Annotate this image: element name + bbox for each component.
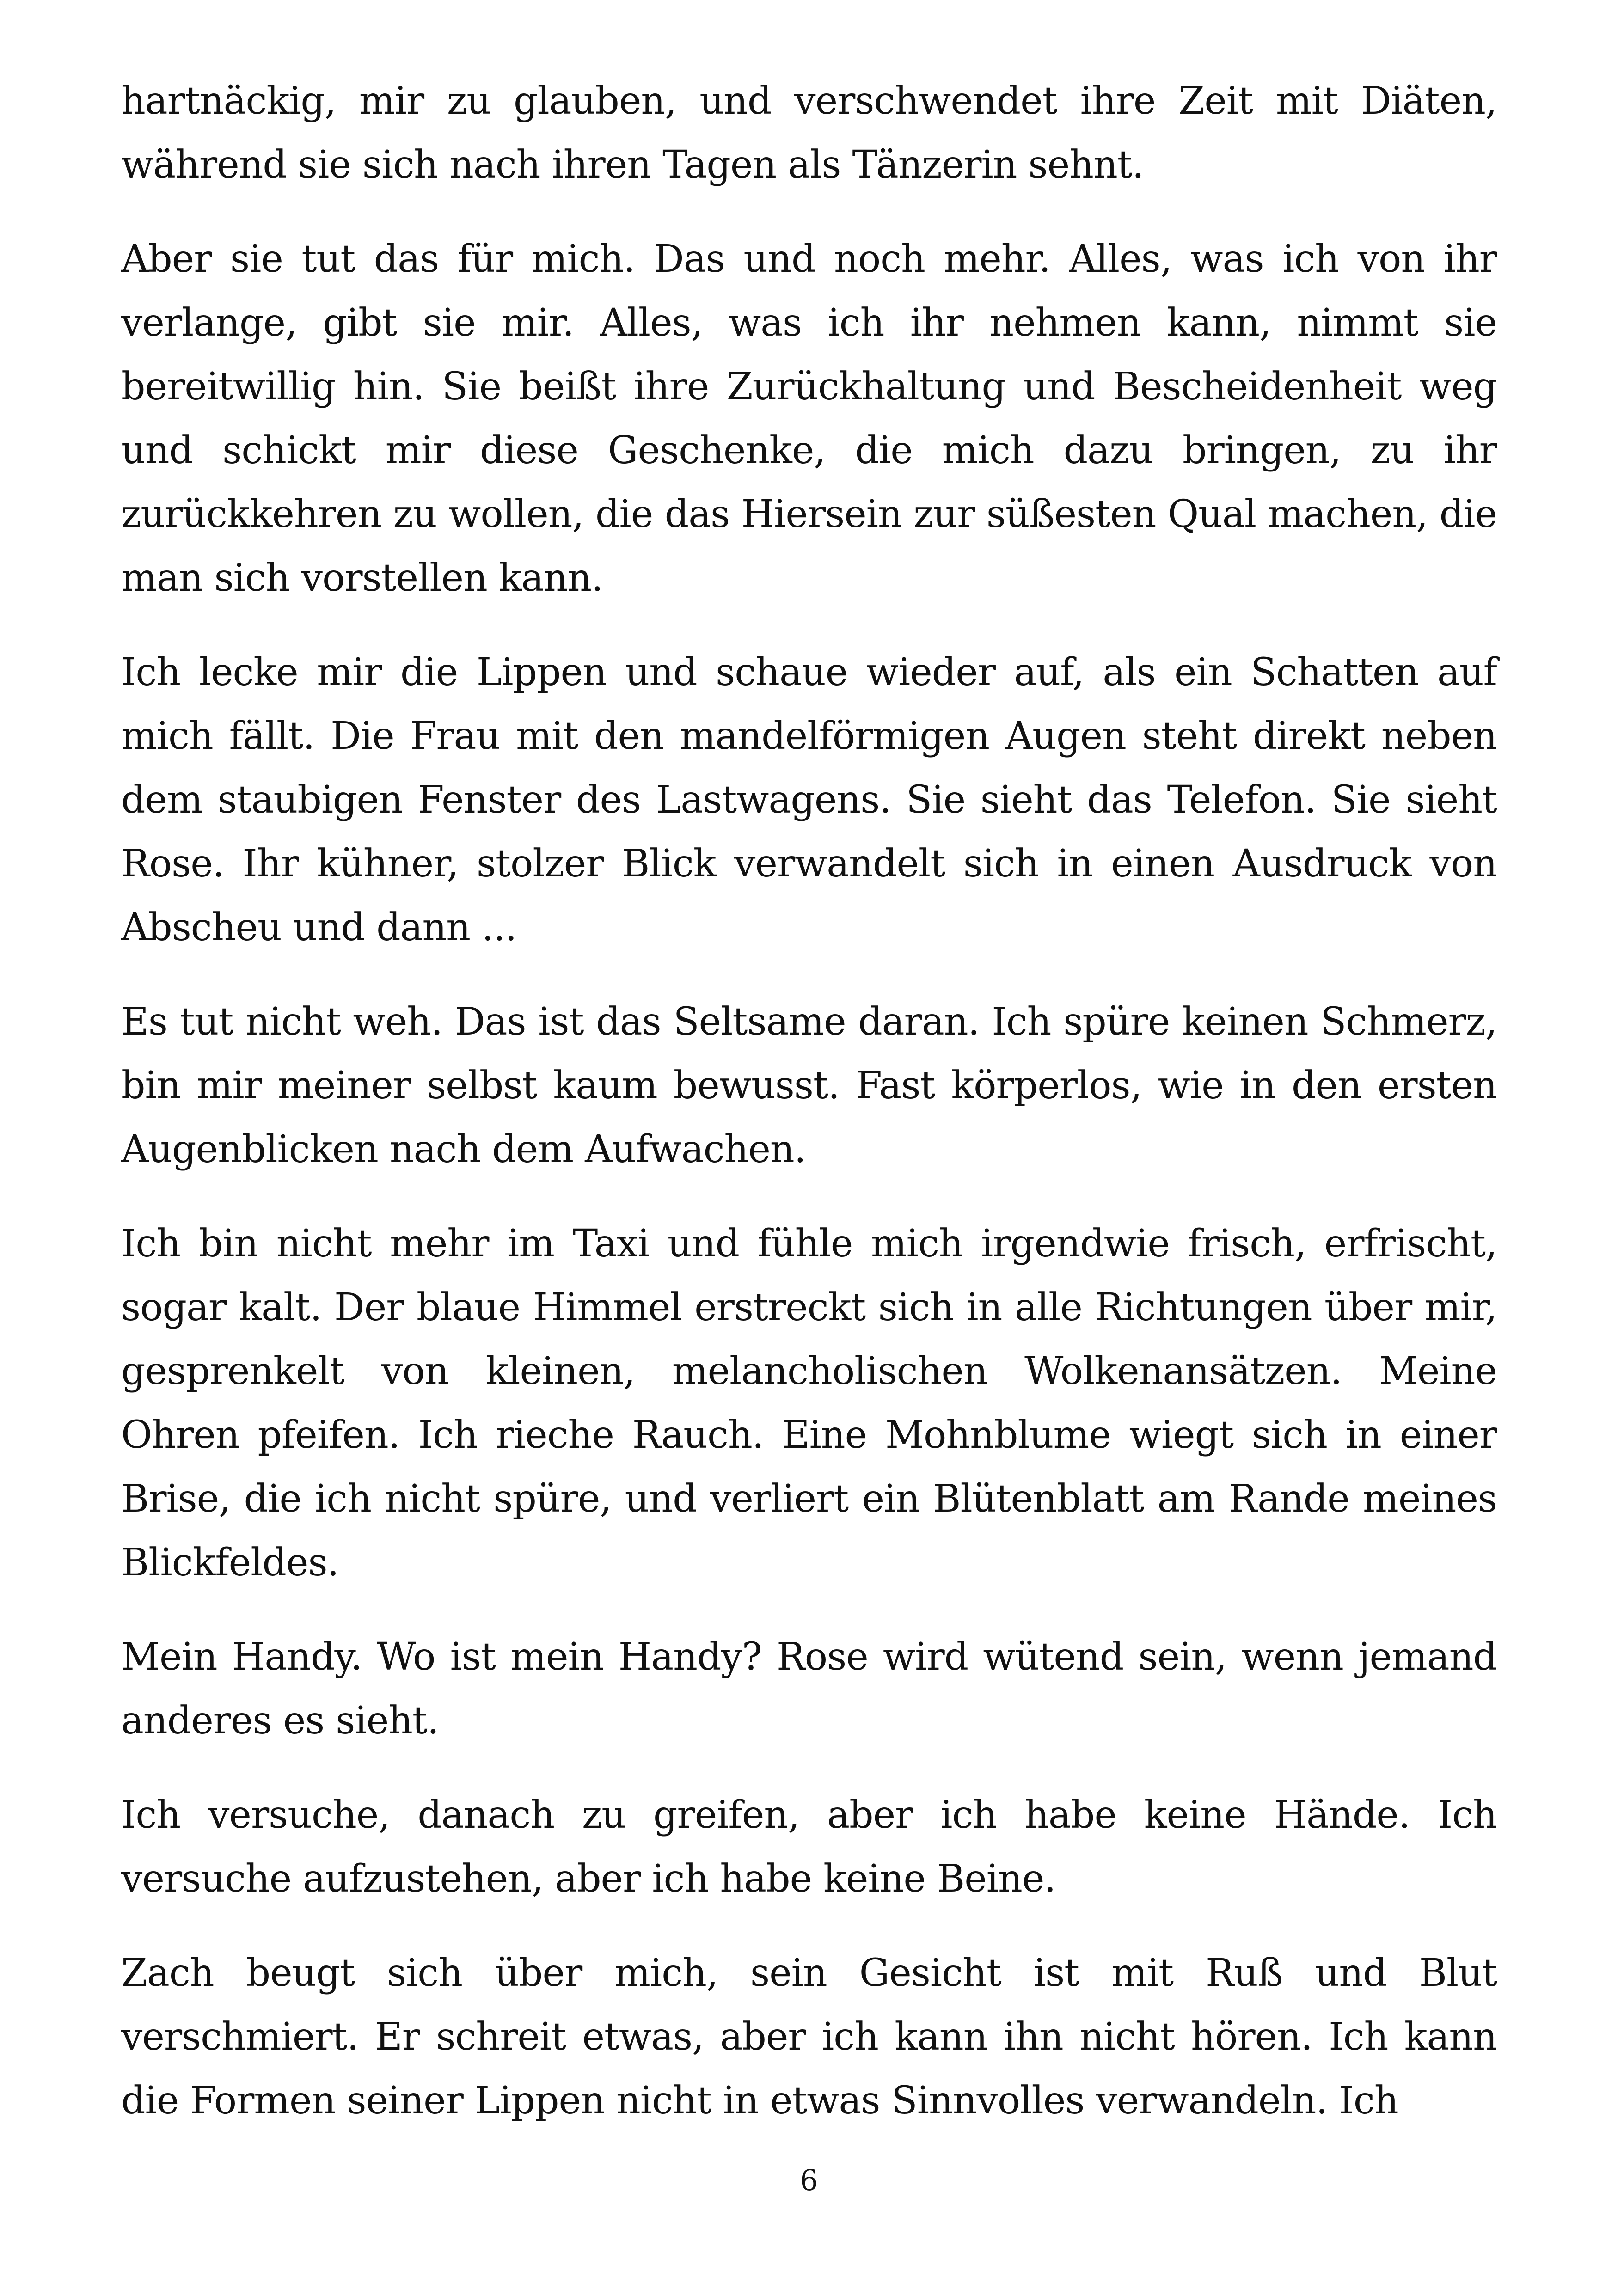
paragraph: Ich bin nicht mehr im Taxi und fühle mich irgendwie frisch, erfrischt, sogar kalt. Der blaue Himmel erstreckt sich in alle Richtungen über mir, gesprenkelt von kleinen, melancholischen Wolkenansätzen. Meine Ohren pfeifen. Ich rieche Rauch. Eine Mohnblume wiegt sich in einer Brise, die ich nicht spüre, und verliert ein Blütenblatt am Rande meines Blickfeldes. [121, 1222, 1497, 1585]
body-text [121, 69, 1497, 2163]
paragraph: Ich versuche, danach zu greifen, aber ich habe keine Hände. Ich versuche aufzustehen, aber ich habe keine Beine. [121, 1793, 1497, 1901]
paragraph: Mein Handy. Wo ist mein Handy? Rose wird wütend sein, wenn jemand anderes es sieht. [121, 1635, 1497, 1743]
paragraph: hartnäckig, mir zu glauben, und verschwendet ihre Zeit mit Diäten, während sie sich nach ihren Tagen als Tänzerin sehnt. [121, 79, 1497, 187]
paragraph: Ich lecke mir die Lippen und schaue wieder auf, als ein Schatten auf mich fällt. Die Frau mit den mandelförmigen Augen steht direkt neben dem staubigen Fenster des Lastwagens. Sie sieht das Telefon. Sie sieht Rose. Ihr kühner, stolzer Blick verwandelt sich in einen Ausdruck von Abscheu und dann ... [121, 650, 1497, 949]
paragraph: Zach beugt sich über mich, sein Gesicht ist mit Ruß und Blut verschmiert. Er schreit etwas, aber ich kann ihn nicht hören. Ich kann die Formen seiner Lippen nicht in etwas Sinnvolles verwandeln. Ich [121, 1951, 1497, 2123]
paragraph: Es tut nicht weh. Das ist das Seltsame daran. Ich spüre keinen Schmerz, bin mir meiner selbst kaum bewusst. Fast körperlos, wie in den ersten Augenblicken nach dem Aufwachen. [121, 1000, 1497, 1171]
page-number: 6 [800, 2163, 818, 2197]
paragraph: Aber sie tut das für mich. Das und noch mehr. Alles, was ich von ihr verlange, gibt sie mir. Alles, was ich ihr nehmen kann, nimmt sie bereitwillig hin. Sie beißt ihre Zurückhaltung und Bescheidenheit weg und schickt mir diese Geschenke, die mich dazu bringen, zu ihr zurückkehren zu wollen, die das Hiersein zur süßesten Qual machen, die man sich vorstellen kann. [121, 237, 1497, 600]
